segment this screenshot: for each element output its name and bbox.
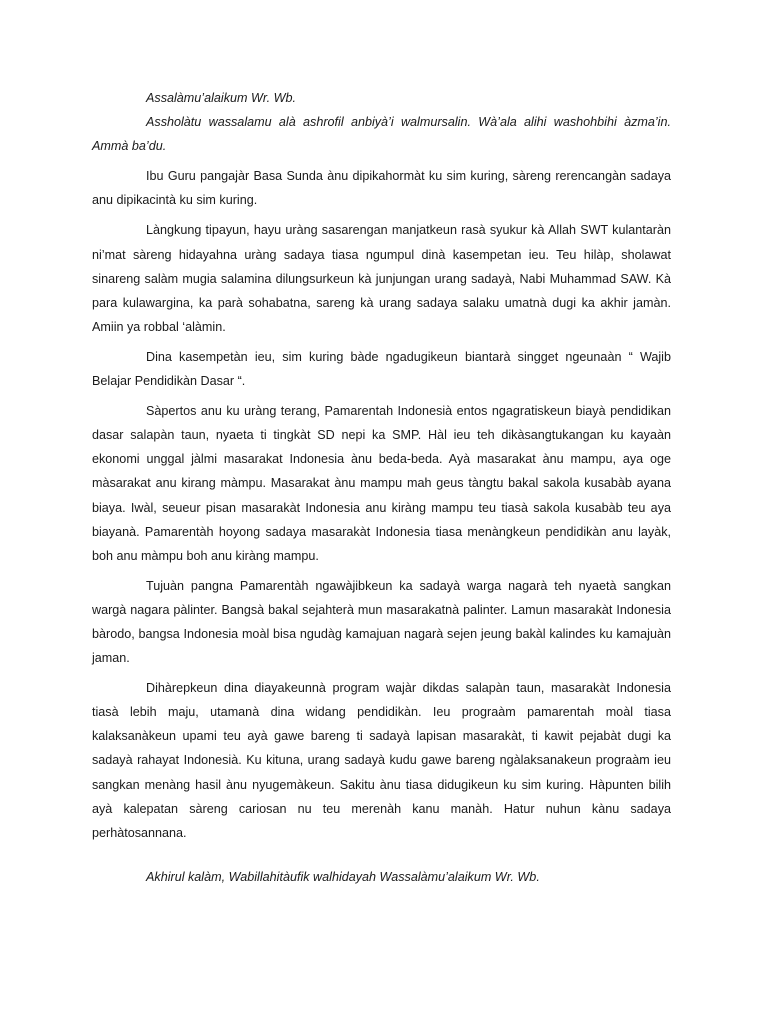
paragraph-background: Sàpertos anu ku uràng terang, Pamarentah Indonesià entos ngagratiskeun biayà pendidikan dasar salapàn taun, nyaeta ti tingkàt SD nepi ka SMP. Hàl ieu teh dikàsangtukangan ku kayaàn ekonomi unggal jàlmi masarakat Indonesia ànu beda-beda. Ayà masarakat ànu mampu, aya oge màsarakat anu kirang màmpu. Masarakat ànu mampu mah geus tàngtu bakal sakola kusabàb ayana biaya. Iwàl, seueur pisan masarakàt Indonesia anu kiràng mampu teu tiasà sakola kusabàb teu aya biayanà. Pamarentàh hoyong sadaya masarakàt Indonesia tiasa menàngkeun pendidikàn anu layàk, boh anu màmpu boh anu kiràng mampu.: [92, 404, 671, 563]
closing-salutation: Akhirul kalàm, Wabillahitàufik walhidayah Wassalàmu’alaikum Wr. Wb.: [146, 869, 540, 884]
paragraph-address: Ibu Guru pangajàr Basa Sunda ànu dipikahormàt ku sim kuring, sàreng rerencangàn sadaya anu dipikacintà ku sim kuring.: [92, 169, 671, 208]
opening-prayer: Assholàtu wassalamu alà ashrofil anbiyà’i walmursalin. Wà’ala alihi washohbihi àzma’in. Ammà ba’du.: [92, 115, 671, 154]
paragraph-purpose: Tujuàn pangna Pamarentàh ngawàjibkeun ka sadayà warga nagarà teh nyaetà sangkan wargà nagara pàlinter. Bangsà bakal sejahterà mun masarakatnà palinter. Lamun masarakàt Indonesia bàrodo, bangsa Indonesia moàl bisa ngudàg kamajuan nagarà sejen jeung bakàl kalindes ku kamajuàn jaman.: [92, 578, 671, 666]
paragraph-gratitude: Làngkung tipayun, hayu uràng sasarengan manjatkeun rasà syukur kà Allah SWT kulantaràn ni’mat sàreng hidayahna uràng sadaya tiasa ngumpul dinà kasempetan ieu. Teu hilàp, sholawat sinareng salàm mugia salamina dilungsurkeun kà junjungan urang sadayà, Nabi Muhammad SAW. Kà para kulawargina, ka parà sohabatna, sareng kà urang sadaya salaku umatnà dugi ka akhir jamàn. Amiin ya robbal ‘alàmin.: [92, 223, 671, 334]
greeting: Assalàmu’alaikum Wr. Wb.: [146, 91, 296, 105]
paragraph-hope: Dihàrepkeun dina diayakeunnà program wajàr dikdas salapàn taun, masarakàt Indonesia tiasà lebih maju, utamanà dina widang pendidikàn. Ieu prograàm pamarentah moàl tiasa kalaksanàkeun upami teu ayà gawe bareng ti sadayà lapisan masarakàt, ti kawit pejabàt dugi ka sadayà rahayat Indonesià. Ku kituna, urang sadayà kudu gawe bareng ngàlaksanakeun prograàm ieu sangkan menàng hasil ànu nyugemàkeun. Sakitu ànu tiasa didugikeun ku sim kuring. Hàpunten bilih ayà kalepatan sàreng cariosan nu teu merenàh kanu manàh. Hatur nuhun kànu sadaya perhàtosannana.: [92, 681, 671, 840]
paragraph-topic: Dina kasempetàn ieu, sim kuring bàde ngadugikeun biantarà singget ngeunaàn “ Wajib Belajar Pendidikàn Dasar “.: [92, 349, 671, 389]
